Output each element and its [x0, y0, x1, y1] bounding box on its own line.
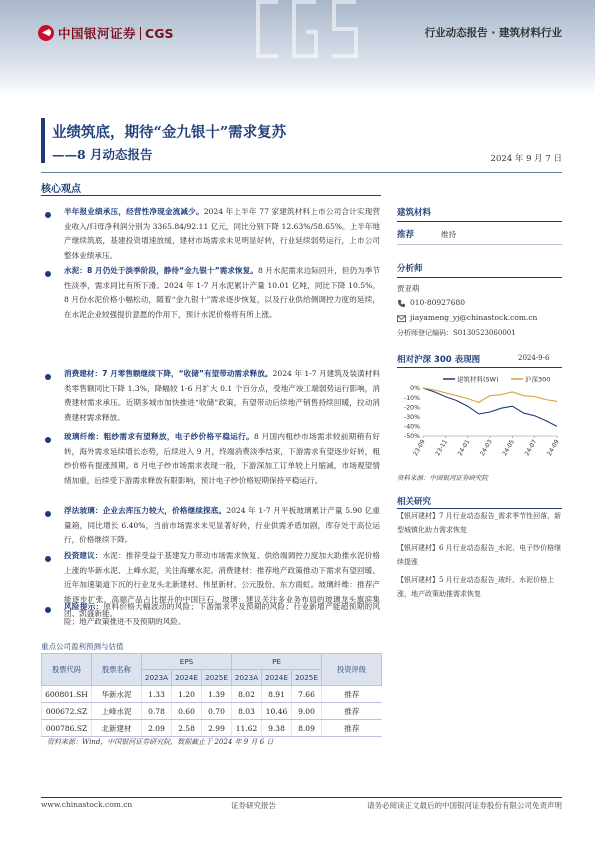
chart-y-axis — [404, 385, 420, 440]
y-tick-label: -20% — [404, 404, 420, 412]
col-header-rating: 投资评级 — [322, 654, 382, 686]
forecast-table-body — [42, 686, 382, 737]
chart-heading: 相对沪深 300 表现图 — [397, 355, 481, 365]
related-research-list — [397, 510, 562, 606]
chart-plot-area — [423, 388, 557, 426]
table-cell: 0.60 — [172, 703, 202, 720]
company-logo — [38, 23, 173, 43]
logo-cn-text: 中国银河证券 — [58, 26, 137, 41]
x-tick-label: 24-07 — [523, 438, 539, 458]
bullet-icon — [45, 271, 51, 277]
header-band — [0, 0, 595, 97]
legend-label-hs300: 沪深300 — [525, 375, 551, 384]
bullet-icon — [45, 607, 51, 613]
table-cell: 9.38 — [262, 720, 292, 737]
col-header-year: 2024E — [262, 670, 292, 686]
table-cell: 8.91 — [262, 686, 292, 703]
table-cell: 2.58 — [172, 720, 202, 737]
core-item-text: 水泥：推荐受益于基建发力带动市场需求恢复、供给端调控力度加大助推水泥价格上涨的华新水泥、上峰水泥，关注海螺水泥。消费建材：推荐地产政策推动下需求有望回暖、近年加速渠道下沉的行业龙头北新建材、伟星新材、公元股份、东方雨虹。玻璃纤维：推荐产能逐步扩张、高端产品占比提升的中国巨石。玻璃：建议关注多业务布局的玻璃龙头旗滨集团、凯盛新能。 — [64, 551, 381, 619]
col-header-year: 2023A — [142, 670, 172, 686]
bullet-icon — [45, 374, 51, 380]
report-subtitle: ——8 月动态报告 — [52, 147, 153, 162]
related-heading: 相关研究 — [397, 497, 432, 507]
table-cell: 2.99 — [202, 720, 232, 737]
core-views-divider — [41, 195, 381, 196]
galaxy-logo-icon — [38, 25, 54, 41]
table-row — [42, 686, 382, 703]
table-source-note: 资料来源：Wind，中国银河证券研究院，数据截止于 2024 年 9 月 6 日 — [47, 738, 274, 746]
y-tick-label: 0% — [410, 385, 420, 393]
col-header-pe: PE — [232, 654, 322, 670]
table-cell: 华新水泥 — [92, 686, 142, 703]
table-cell: 000672.SZ — [42, 703, 92, 720]
table-row — [42, 703, 382, 720]
col-header-year: 2024E — [172, 670, 202, 686]
cgs-watermark-icon — [248, 0, 370, 74]
core-item-text: 8 月国内粗纱市场需求较前期稍有好转，海外需求延续增长态势，后续进入 9 月，终端消费淡季结束，下游需求有望逐步好转，粗纱价格有提涨预期。8 月电子纱市场需求表现一般，下游深加工订单较上月缩减，市场观望情绪加重，后续受下游需求释放有限影响，预计电子纱价格短期保持平稳运行。 — [64, 432, 380, 485]
chart-source-note: 资料来源：中国银河证券研究院 — [397, 474, 488, 482]
col-header-year: 2025E — [292, 670, 322, 686]
table-cell: 0.70 — [202, 703, 232, 720]
sector-divider — [397, 221, 562, 222]
report-date: 2024 年 9 月 7 日 — [490, 154, 562, 164]
table-cell: 0.78 — [142, 703, 172, 720]
analyst-divider — [397, 277, 562, 278]
table-cell: 000786.SZ — [42, 720, 92, 737]
table-cell: 10.46 — [262, 703, 292, 720]
bullet-icon — [45, 437, 51, 443]
rating-divider — [397, 244, 562, 245]
table-cell: 上峰水泥 — [92, 703, 142, 720]
related-item[interactable]: 【银河建材】7 月行业动态报告_需求季节性回落，新型城镇化助力需求恢复 — [397, 512, 562, 534]
table-cell: 8.09 — [292, 720, 322, 737]
series-line-sector — [423, 388, 557, 426]
core-item-lead: 浮法玻璃：企业去库压力较大，价格继续探底。 — [64, 506, 227, 515]
document-type: 行业动态报告 · 建筑材料行业 — [424, 27, 562, 39]
col-header-year: 2025E — [202, 670, 232, 686]
core-item — [64, 367, 380, 425]
chart-date: 2024-9-6 — [518, 354, 550, 362]
table-cell: 北新建材 — [92, 720, 142, 737]
chart-x-axis — [412, 436, 561, 457]
col-header-name: 股票名称 — [92, 654, 142, 686]
rating-label: 推荐 — [397, 230, 415, 240]
col-header-year: 2023A — [232, 670, 262, 686]
related-item[interactable]: 【银河建材】6 月行业动态报告_水泥、电子纱价格继续提涨 — [397, 544, 562, 566]
table-cell: 1.39 — [202, 686, 232, 703]
footer-divider — [41, 797, 562, 798]
relative-performance-chart — [393, 370, 565, 465]
logo-separator — [140, 27, 141, 40]
col-header-code: 股票代码 — [42, 654, 92, 686]
x-tick-label: 23-09 — [411, 438, 427, 458]
bullet-icon — [45, 212, 51, 218]
table-cell: 1.33 — [142, 686, 172, 703]
footer-disclaimer: 请务必阅读正文最后的中国银河证券股份有限公司免责声明 — [367, 801, 562, 810]
core-item — [64, 430, 380, 488]
rating-value: 维持 — [441, 230, 456, 239]
legend-label-sector: 建筑材料(SW) — [457, 375, 499, 384]
analyst-email: jiayameng_yj@chinastock.com.cn — [410, 313, 538, 322]
table-cell: 推荐 — [322, 720, 382, 737]
table-cell: 9.00 — [292, 703, 322, 720]
related-divider — [397, 508, 562, 509]
table-row — [42, 720, 382, 737]
title-accent-bar — [41, 118, 45, 163]
core-item-lead: 半年报业绩承压，经营性净现金流减少。 — [64, 207, 204, 216]
core-item-lead: 消费建材：7 月零售额继续下降，“收储”有望带动需求释放。 — [64, 369, 273, 378]
table-cell: 1.20 — [172, 686, 202, 703]
analyst-cert: 分析师登记编码：S0130523060001 — [397, 329, 516, 337]
bullet-icon — [45, 556, 51, 562]
logo-en-text: CGS — [145, 25, 174, 41]
table-cell: 7.66 — [292, 686, 322, 703]
core-item-lead: 投资建议： — [64, 551, 103, 560]
x-tick-label: 24-05 — [501, 438, 517, 458]
sector-heading: 建筑材料 — [397, 208, 432, 218]
forecast-table — [41, 653, 382, 737]
related-item[interactable]: 【银河建材】5 月行业动态报告_玻纤、水泥价格上涨，地产政策助推需求恢复 — [397, 576, 555, 598]
x-tick-label: 23-11 — [434, 438, 450, 458]
table-cell: 600801.SH — [42, 686, 92, 703]
analyst-heading: 分析师 — [397, 264, 423, 274]
x-tick-label: 24-01 — [456, 438, 472, 458]
y-tick-label: -10% — [404, 394, 420, 402]
title-divider — [41, 172, 562, 173]
core-item — [64, 504, 380, 548]
table-cell: 推荐 — [322, 686, 382, 703]
table-cell: 11.62 — [232, 720, 262, 737]
footer-label: 证券研究报告 — [231, 801, 276, 810]
report-title: 业绩筑底，期待“金九银十”需求复苏 — [52, 124, 287, 141]
footer-website-link[interactable]: www.chinastock.com.cn — [41, 800, 133, 809]
core-item-text: 2024 年上半年 77 家建筑材料上市公司合计实现营业收入/归母净利润分别为 3365.84/92.11 亿元，同比分别下降 12.63%/58.65%。上半年地产继续筑底，基建投资增速放缓，建材市场需求未见明显好转，行业延续弱势运行，上市公司整体业绩承压。 — [64, 207, 380, 260]
core-item-text: 原料价格大幅波动的风险；下游需求不及预期的风险；行业新增产能超预期的风险；地产政策推进不及预期的风险。 — [64, 602, 381, 626]
bullet-icon — [45, 511, 51, 517]
analyst-name: 贾亚萌 — [397, 284, 420, 293]
core-item — [64, 205, 380, 263]
table-cell: 8.02 — [232, 686, 262, 703]
forecast-table-title: 重点公司盈利预测与估值 — [41, 642, 124, 651]
table-cell: 8.03 — [232, 703, 262, 720]
core-item — [64, 600, 380, 629]
analyst-phone: 010-80927680 — [410, 298, 466, 307]
chart-divider — [397, 367, 562, 368]
y-tick-label: -40% — [404, 423, 420, 431]
col-header-eps: EPS — [142, 654, 232, 670]
table-cell: 推荐 — [322, 703, 382, 720]
y-tick-label: -50% — [404, 433, 420, 441]
core-item-lead: 水泥：8 月仍处于淡季阶段，静待“金九银十”需求恢复。 — [64, 266, 258, 275]
x-tick-label: 24-09 — [545, 438, 561, 458]
y-tick-label: -30% — [404, 414, 420, 421]
chart-legend — [443, 375, 550, 384]
core-item — [64, 264, 380, 322]
core-item-text: 2024 年 1-7 月平板玻璃累计产量 5.90 亿重量箱，同比增长 6.40%，当前市场需求未见显著好转，行业供需矛盾加剧，库存处于高位运行，价格继续下降。 — [64, 506, 380, 545]
phone-icon — [397, 299, 406, 308]
core-item-text: 2024 年 1-7 月建筑及装潢材料类零售额同比下降 1.3%，降幅较 1-6 月扩大 0.1 个百分点，受地产竣工端弱势运行影响，消费建材需求承压。近期多城市加快推进“收储”政策，有望带动后续地产销售持续回暖，拉动消费建材需求释放。 — [64, 369, 380, 422]
table-cell: 2.09 — [142, 720, 172, 737]
email-icon — [397, 314, 406, 323]
core-views-heading: 核心观点 — [41, 184, 81, 195]
core-item-lead: 风险提示： — [64, 602, 104, 611]
x-tick-label: 24-03 — [478, 438, 494, 458]
core-item-text: 8 月水泥需求边际回升，但仍为季节性淡季，需求同比有所下滑。2024 年 1-7 月水泥累计产量 10.01 亿吨，同比下降 10.5%。8 月份水泥价格小幅松动，随着“金九银十”需求逐步恢复，以及行业供给侧调控力度的延续，在水泥企业较强提价意愿的作用下，预计水泥价格将有所上涨。 — [64, 266, 380, 319]
core-item-lead: 玻璃纤维：粗纱需求有望释放，电子纱价格平稳运行。 — [64, 432, 254, 441]
